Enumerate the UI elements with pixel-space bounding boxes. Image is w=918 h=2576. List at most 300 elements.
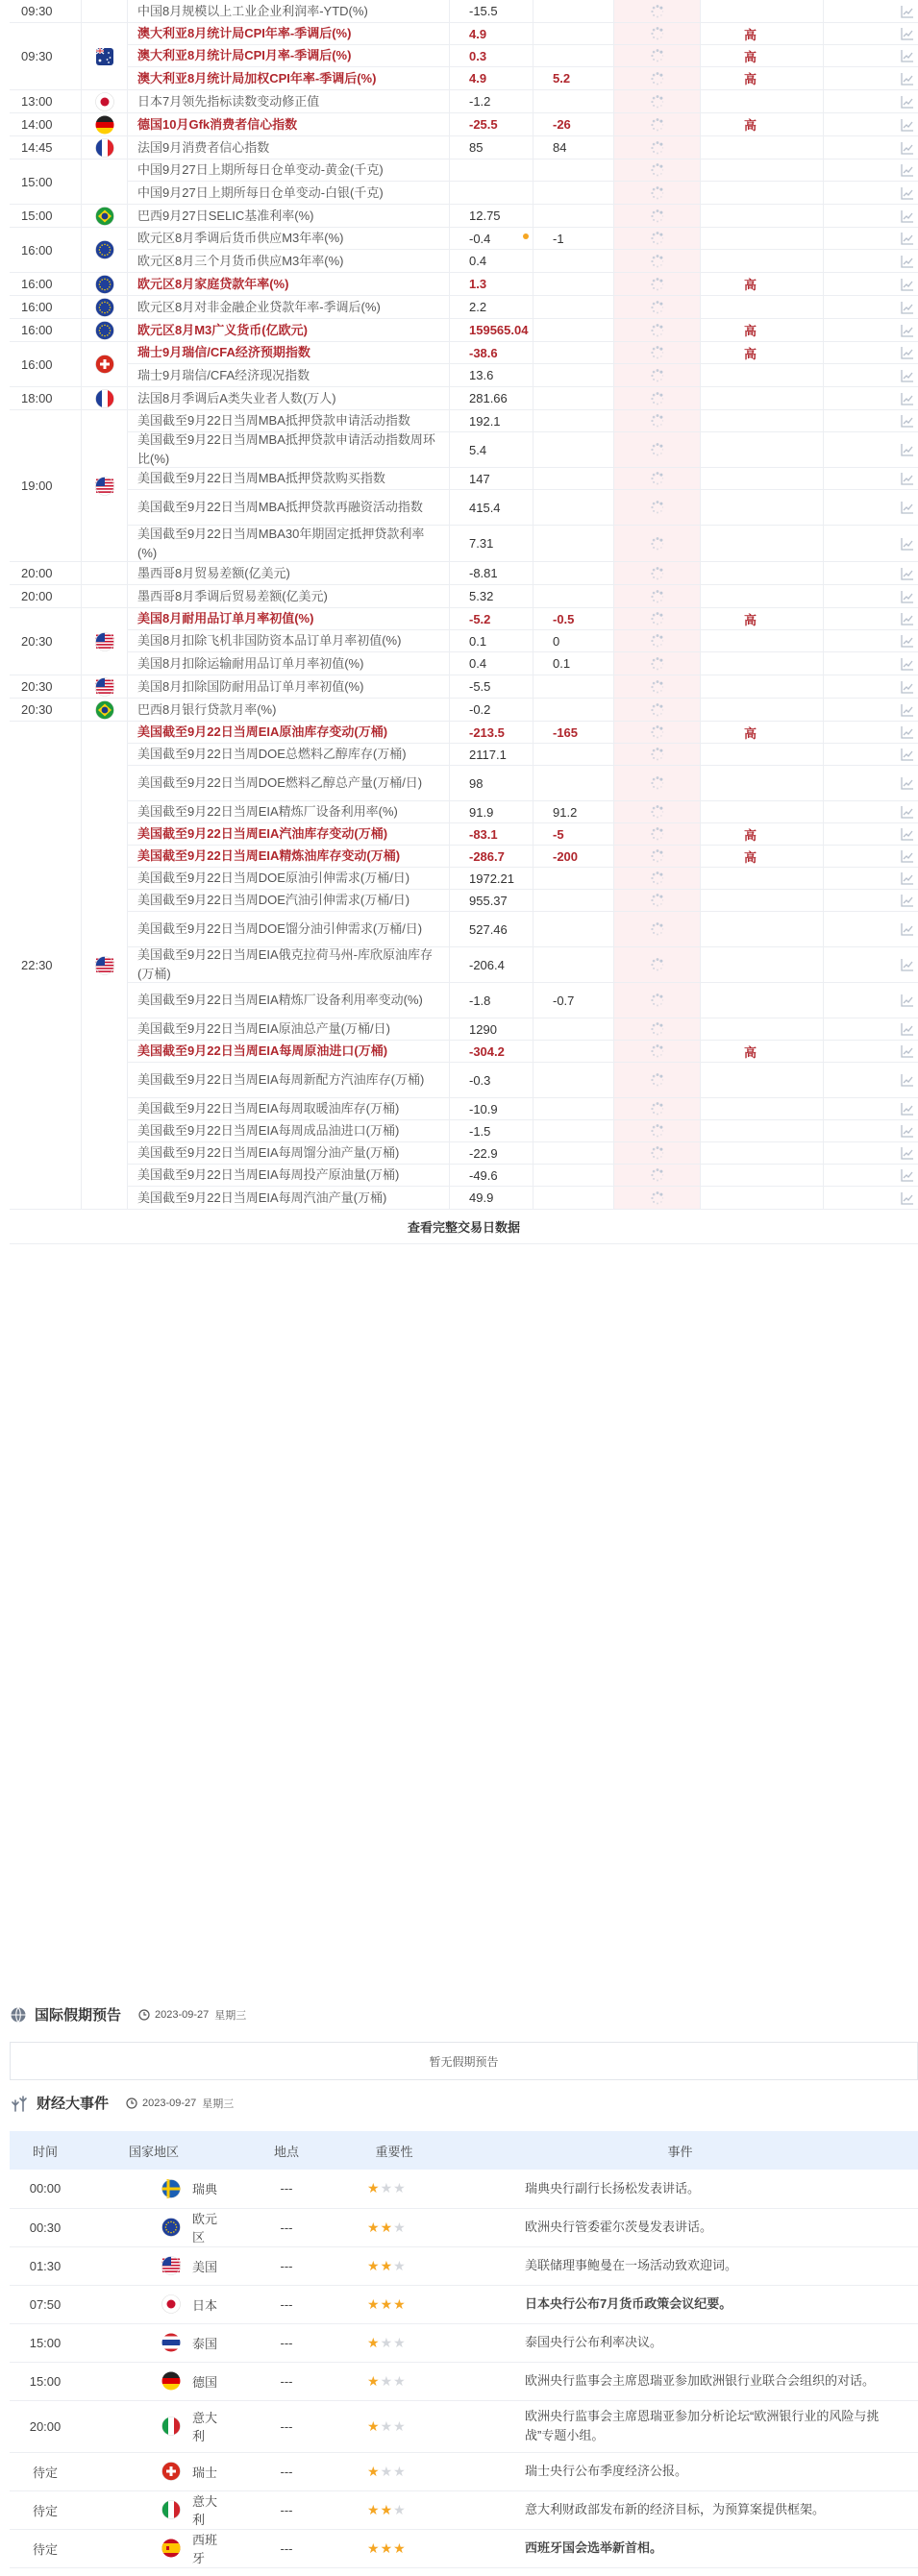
indicator-row[interactable] bbox=[128, 562, 918, 584]
chart-icon[interactable] bbox=[901, 163, 914, 177]
indicator-name[interactable]: 墨西哥8月季调后贸易差额(亿美元) bbox=[128, 585, 450, 607]
indicator-chart[interactable] bbox=[824, 468, 918, 489]
chart-icon[interactable] bbox=[901, 1044, 914, 1058]
country-flag bbox=[82, 562, 128, 584]
indicator-chart[interactable] bbox=[824, 205, 918, 227]
indicator-chart[interactable] bbox=[824, 250, 918, 272]
loading-spinner-icon bbox=[650, 871, 665, 886]
chart-icon[interactable] bbox=[901, 590, 914, 603]
flag-us-icon bbox=[95, 632, 114, 651]
indicator-row[interactable] bbox=[128, 468, 918, 490]
indicator-row[interactable] bbox=[128, 585, 918, 607]
importance-star-icon: ★ bbox=[367, 2257, 380, 2273]
indicator-row[interactable] bbox=[128, 868, 918, 890]
event-row[interactable] bbox=[10, 2529, 918, 2567]
indicator-row[interactable] bbox=[128, 182, 918, 204]
indicator-name[interactable]: 澳大利亚8月统计局CPI月率-季调后(%) bbox=[128, 45, 450, 66]
indicator-name[interactable]: 美国截至9月22日当周EIA俄克拉荷马州-库欣原油库存(万桶) bbox=[128, 947, 450, 982]
indicator-actual bbox=[614, 585, 701, 607]
indicator-forecast: -1 bbox=[533, 228, 614, 249]
chart-icon[interactable] bbox=[901, 118, 914, 132]
chart-icon[interactable] bbox=[901, 657, 914, 671]
importance-label bbox=[701, 1165, 824, 1186]
indicator-name[interactable]: 美国截至9月22日当周EIA精炼厂设备利用率变动(%) bbox=[128, 983, 450, 1018]
indicator-chart[interactable] bbox=[824, 159, 918, 181]
indicator-row[interactable] bbox=[128, 0, 918, 22]
indicator-row[interactable] bbox=[128, 1063, 918, 1098]
chart-icon[interactable] bbox=[901, 95, 914, 109]
indicator-chart[interactable] bbox=[824, 1165, 918, 1186]
indicator-list bbox=[128, 90, 918, 112]
chart-icon[interactable] bbox=[901, 301, 914, 314]
chart-icon[interactable] bbox=[901, 680, 914, 694]
indicator-chart[interactable] bbox=[824, 67, 918, 89]
indicator-row[interactable] bbox=[128, 912, 918, 947]
indicator-name[interactable]: 美国截至9月22日当周EIA精炼厂设备利用率(%) bbox=[128, 801, 450, 822]
indicator-row[interactable] bbox=[128, 23, 918, 45]
indicator-actual bbox=[614, 1041, 701, 1062]
indicator-forecast bbox=[533, 45, 614, 66]
event-description: 欧洲央行监事会主席恩瑞亚参加分析论坛“欧洲银行业的风险与挑战”专题小组。 bbox=[442, 2400, 918, 2452]
chart-icon[interactable] bbox=[901, 141, 914, 155]
event-place: --- bbox=[227, 2246, 346, 2285]
indicator-name[interactable]: 中国9月27日上期所每日仓单变动-黄金(千克) bbox=[128, 159, 450, 181]
chart-icon[interactable] bbox=[901, 72, 914, 86]
country-name: 意大利 bbox=[192, 2494, 218, 2527]
indicator-name[interactable]: 欧元区8月三个月货币供应M3年率(%) bbox=[128, 250, 450, 272]
chart-icon[interactable] bbox=[901, 1073, 914, 1087]
chart-icon[interactable] bbox=[901, 827, 914, 841]
chart-icon[interactable] bbox=[901, 703, 914, 717]
release-time: 20:30 bbox=[10, 608, 82, 675]
indicator-row[interactable] bbox=[128, 273, 918, 295]
event-place: --- bbox=[227, 2400, 346, 2452]
indicator-name[interactable]: 美国截至9月22日当周MBA抵押贷款申请活动指数周环比(%) bbox=[128, 432, 450, 467]
previous-value: 4.9 bbox=[469, 26, 487, 41]
indicator-chart[interactable] bbox=[824, 273, 918, 295]
chart-icon[interactable] bbox=[901, 612, 914, 626]
indicator-name[interactable]: 美国8月扣除运输耐用品订单月率初值(%) bbox=[128, 652, 450, 675]
flag-us-icon bbox=[95, 956, 114, 975]
indicator-chart[interactable] bbox=[824, 983, 918, 1018]
indicator-name[interactable]: 法国9月消费者信心指数 bbox=[128, 136, 450, 159]
release-time: 20:30 bbox=[10, 699, 82, 721]
indicator-chart[interactable] bbox=[824, 823, 918, 845]
chart-icon[interactable] bbox=[901, 805, 914, 819]
release-time: 15:00 bbox=[10, 205, 82, 227]
indicator-row[interactable] bbox=[128, 1187, 918, 1209]
event-row[interactable] bbox=[10, 2285, 918, 2323]
indicator-name[interactable]: 德国10月Gfk消费者信心指数 bbox=[128, 113, 450, 135]
importance-label bbox=[701, 228, 824, 249]
chart-icon[interactable] bbox=[901, 324, 914, 337]
indicator-row[interactable] bbox=[128, 364, 918, 386]
chart-icon[interactable] bbox=[901, 1124, 914, 1138]
indicator-name[interactable]: 美国截至9月22日当周DOE总燃料乙醇库存(万桶) bbox=[128, 744, 450, 765]
indicator-name[interactable]: 美国截至9月22日当周EIA精炼油库存变动(万桶) bbox=[128, 846, 450, 867]
indicator-row[interactable] bbox=[128, 744, 918, 766]
indicator-chart[interactable] bbox=[824, 766, 918, 800]
indicator-chart[interactable] bbox=[824, 319, 918, 341]
indicator-name[interactable]: 美国截至9月22日当周DOE原油引伸需求(万桶/日) bbox=[128, 868, 450, 889]
indicator-name[interactable]: 美国截至9月22日当周EIA每周原油进口(万桶) bbox=[128, 1041, 450, 1062]
indicator-name[interactable]: 瑞士9月瑞信/CFA经济现况指数 bbox=[128, 364, 450, 386]
event-row[interactable] bbox=[10, 2490, 918, 2529]
indicator-list bbox=[128, 228, 918, 272]
indicator-name[interactable]: 美国8月扣除国防耐用品订单月率初值(%) bbox=[128, 675, 450, 698]
indicator-name[interactable]: 巴西9月27日SELIC基准利率(%) bbox=[128, 205, 450, 227]
chart-icon[interactable] bbox=[901, 49, 914, 62]
chart-icon[interactable] bbox=[901, 369, 914, 382]
previous-value: -1.8 bbox=[469, 993, 491, 1008]
indicator-forecast: -26 bbox=[533, 113, 614, 135]
chart-icon[interactable] bbox=[901, 537, 914, 551]
chart-icon[interactable] bbox=[901, 1146, 914, 1160]
indicator-forecast bbox=[533, 342, 614, 363]
indicator-chart[interactable] bbox=[824, 113, 918, 135]
country-flag bbox=[82, 675, 128, 698]
indicator-chart[interactable] bbox=[824, 432, 918, 467]
indicator-chart[interactable] bbox=[824, 342, 918, 363]
indicator-row[interactable] bbox=[128, 45, 918, 67]
indicator-name[interactable]: 美国截至9月22日当周MBA抵押贷款购买指数 bbox=[128, 468, 450, 489]
indicator-name[interactable]: 瑞士9月瑞信/CFA经济预期指数 bbox=[128, 342, 450, 363]
indicator-name[interactable]: 美国截至9月22日当周EIA每周成品油进口(万桶) bbox=[128, 1120, 450, 1141]
indicator-row[interactable] bbox=[128, 699, 918, 721]
economic-calendar-table bbox=[10, 0, 918, 1244]
indicator-name[interactable]: 美国截至9月22日当周MBA30年期固定抵押贷款利率(%) bbox=[128, 526, 450, 561]
chart-icon[interactable] bbox=[901, 567, 914, 580]
event-importance bbox=[346, 2246, 442, 2285]
chart-icon[interactable] bbox=[901, 392, 914, 405]
indicator-row[interactable] bbox=[128, 823, 918, 846]
indicator-name[interactable]: 美国截至9月22日当周EIA每周汽油产量(万桶) bbox=[128, 1187, 450, 1209]
indicator-row[interactable] bbox=[128, 1165, 918, 1187]
indicator-actual bbox=[614, 675, 701, 698]
event-row[interactable] bbox=[10, 2208, 918, 2246]
country-name: 日本 bbox=[192, 2297, 218, 2313]
indicator-forecast bbox=[533, 1018, 614, 1040]
indicator-actual bbox=[614, 766, 701, 800]
indicator-row[interactable] bbox=[128, 1098, 918, 1120]
indicator-actual bbox=[614, 823, 701, 845]
loading-spinner-icon bbox=[650, 231, 665, 246]
indicator-row[interactable] bbox=[128, 526, 918, 561]
indicator-chart[interactable] bbox=[824, 722, 918, 743]
indicator-row[interactable] bbox=[128, 410, 918, 432]
flag-eu-icon bbox=[95, 321, 114, 340]
release-time: 14:00 bbox=[10, 113, 82, 135]
indicator-chart[interactable] bbox=[824, 90, 918, 112]
indicator-chart[interactable] bbox=[824, 45, 918, 66]
chart-icon[interactable] bbox=[901, 922, 914, 936]
indicator-row[interactable] bbox=[128, 205, 918, 227]
indicator-chart[interactable] bbox=[824, 1098, 918, 1119]
chart-icon[interactable] bbox=[901, 958, 914, 971]
indicator-name[interactable]: 欧元区8月对非金融企业贷款年率-季调后(%) bbox=[128, 296, 450, 318]
indicator-row[interactable] bbox=[128, 387, 918, 409]
indicator-row[interactable] bbox=[128, 983, 918, 1018]
indicator-chart[interactable] bbox=[824, 364, 918, 386]
indicator-chart[interactable] bbox=[824, 526, 918, 561]
indicator-name[interactable]: 美国截至9月22日当周EIA每周馏分油产量(万桶) bbox=[128, 1142, 450, 1164]
indicator-name[interactable]: 欧元区8月季调后货币供应M3年率(%) bbox=[128, 228, 450, 249]
indicator-row[interactable] bbox=[128, 890, 918, 912]
indicator-row[interactable] bbox=[128, 136, 918, 159]
indicator-chart[interactable] bbox=[824, 23, 918, 44]
calendar-group bbox=[10, 342, 918, 387]
indicator-row[interactable] bbox=[128, 630, 918, 652]
importance-label bbox=[701, 490, 824, 525]
indicator-name[interactable]: 美国截至9月22日当周DOE汽油引伸需求(万桶/日) bbox=[128, 890, 450, 911]
col-place: 地点 bbox=[227, 2131, 346, 2170]
indicator-chart[interactable] bbox=[824, 228, 918, 249]
indicator-name[interactable]: 澳大利亚8月统计局CPI年率-季调后(%) bbox=[128, 23, 450, 44]
indicator-row[interactable] bbox=[128, 801, 918, 823]
indicator-name[interactable]: 中国9月27日上期所每日仓单变动-白银(千克) bbox=[128, 182, 450, 204]
indicator-name[interactable]: 巴西8月银行贷款月率(%) bbox=[128, 699, 450, 721]
indicator-chart[interactable] bbox=[824, 890, 918, 911]
indicator-chart[interactable] bbox=[824, 801, 918, 822]
importance-star-icon: ★ bbox=[367, 2180, 380, 2196]
indicator-chart[interactable] bbox=[824, 846, 918, 867]
chart-icon[interactable] bbox=[901, 414, 914, 428]
chart-icon[interactable] bbox=[901, 894, 914, 907]
importance-label bbox=[701, 1098, 824, 1119]
previous-value: -213.5 bbox=[469, 724, 505, 740]
event-time: 00:30 bbox=[10, 2208, 81, 2246]
indicator-row[interactable] bbox=[128, 159, 918, 182]
country-name: 西班牙 bbox=[192, 2533, 218, 2565]
country-flag bbox=[82, 0, 128, 22]
calendar-group bbox=[10, 585, 918, 608]
event-place: --- bbox=[227, 2285, 346, 2323]
release-time: 16:00 bbox=[10, 228, 82, 272]
indicator-row[interactable] bbox=[128, 1120, 918, 1142]
chart-icon[interactable] bbox=[901, 871, 914, 885]
previous-value: 91.9 bbox=[469, 804, 494, 820]
indicator-row[interactable] bbox=[128, 652, 918, 675]
indicator-row[interactable] bbox=[128, 90, 918, 112]
country-name: 意大利 bbox=[192, 2411, 218, 2443]
event-place: --- bbox=[227, 2452, 346, 2490]
flag-eu-icon bbox=[95, 298, 114, 317]
indicator-name[interactable]: 欧元区8月家庭贷款年率(%) bbox=[128, 273, 450, 295]
indicator-actual bbox=[614, 526, 701, 561]
indicator-name[interactable]: 美国截至9月22日当周DOE馏分油引伸需求(万桶/日) bbox=[128, 912, 450, 946]
importance-label bbox=[701, 630, 824, 651]
chart-icon[interactable] bbox=[901, 27, 914, 40]
importance-stars bbox=[367, 2465, 406, 2478]
indicator-list bbox=[128, 410, 918, 561]
indicator-previous bbox=[450, 0, 533, 22]
chart-icon[interactable] bbox=[901, 209, 914, 223]
importance-label bbox=[701, 868, 824, 889]
indicator-name[interactable]: 美国截至9月22日当周MBA抵押贷款再融资活动指数 bbox=[128, 490, 450, 525]
importance-label bbox=[701, 159, 824, 181]
importance-label bbox=[701, 387, 824, 409]
indicator-actual bbox=[614, 182, 701, 204]
importance-star-icon: ★ bbox=[380, 2417, 393, 2434]
indicator-chart[interactable] bbox=[824, 868, 918, 889]
indicator-name[interactable]: 美国截至9月22日当周EIA每周新配方汽油库存(万桶) bbox=[128, 1063, 450, 1097]
indicator-chart[interactable] bbox=[824, 608, 918, 629]
chart-icon[interactable] bbox=[901, 1022, 914, 1036]
chart-icon[interactable] bbox=[901, 634, 914, 648]
release-time: 22:30 bbox=[10, 722, 82, 1209]
indicator-row[interactable] bbox=[128, 1018, 918, 1041]
importance-star-icon: ★ bbox=[393, 2295, 406, 2312]
indicator-name[interactable]: 美国8月扣除飞机非国防资本品订单月率初值(%) bbox=[128, 630, 450, 651]
indicator-name[interactable]: 美国8月耐用品订单月率初值(%) bbox=[128, 608, 450, 629]
loading-spinner-icon bbox=[650, 391, 665, 406]
indicator-chart[interactable] bbox=[824, 1063, 918, 1097]
indicator-chart[interactable] bbox=[824, 490, 918, 525]
indicator-chart[interactable] bbox=[824, 699, 918, 721]
indicator-name[interactable]: 美国截至9月22日当周EIA汽油库存变动(万桶) bbox=[128, 823, 450, 845]
chart-icon[interactable] bbox=[901, 232, 914, 245]
indicator-row[interactable] bbox=[128, 228, 918, 250]
indicator-chart[interactable] bbox=[824, 182, 918, 204]
event-place: --- bbox=[227, 2362, 346, 2400]
indicator-row[interactable] bbox=[128, 113, 918, 135]
indicator-chart[interactable] bbox=[824, 136, 918, 159]
importance-label bbox=[701, 983, 824, 1018]
event-row[interactable] bbox=[10, 2246, 918, 2285]
indicator-row[interactable] bbox=[128, 846, 918, 868]
flag-eu-icon bbox=[95, 275, 114, 294]
indicator-name[interactable]: 澳大利亚8月统计局加权CPI年率-季调后(%) bbox=[128, 67, 450, 89]
indicator-chart[interactable] bbox=[824, 387, 918, 409]
indicator-row[interactable] bbox=[128, 608, 918, 630]
indicator-chart[interactable] bbox=[824, 652, 918, 675]
indicator-chart[interactable] bbox=[824, 947, 918, 982]
indicator-chart[interactable] bbox=[824, 562, 918, 584]
indicator-row[interactable] bbox=[128, 342, 918, 364]
chart-icon[interactable] bbox=[901, 1191, 914, 1205]
event-row[interactable] bbox=[10, 2400, 918, 2452]
indicator-row[interactable] bbox=[128, 296, 918, 318]
indicator-previous bbox=[450, 1187, 533, 1209]
indicator-row[interactable] bbox=[128, 1041, 918, 1063]
indicator-row[interactable] bbox=[128, 766, 918, 801]
indicator-previous bbox=[450, 1063, 533, 1097]
release-time: 20:00 bbox=[10, 562, 82, 584]
chart-icon[interactable] bbox=[901, 501, 914, 514]
chart-icon[interactable] bbox=[901, 776, 914, 790]
chart-icon[interactable] bbox=[901, 1168, 914, 1182]
indicator-name[interactable]: 美国截至9月22日当周EIA原油总产量(万桶/日) bbox=[128, 1018, 450, 1040]
chart-icon[interactable] bbox=[901, 1102, 914, 1116]
indicator-name[interactable]: 欧元区8月M3广义货币(亿欧元) bbox=[128, 319, 450, 341]
flag-de-icon bbox=[95, 115, 114, 135]
calendar-group bbox=[10, 273, 918, 296]
loading-spinner-icon bbox=[650, 804, 665, 820]
indicator-name[interactable]: 美国截至9月22日当周MBA抵押贷款申请活动指数 bbox=[128, 410, 450, 431]
indicator-name[interactable]: 美国截至9月22日当周EIA原油库存变动(万桶) bbox=[128, 722, 450, 743]
indicator-row[interactable] bbox=[128, 67, 918, 89]
chart-icon[interactable] bbox=[901, 186, 914, 200]
event-row[interactable] bbox=[10, 2323, 918, 2362]
chart-icon[interactable] bbox=[901, 443, 914, 456]
indicator-name[interactable]: 美国截至9月22日当周EIA每周取暖油库存(万桶) bbox=[128, 1098, 450, 1119]
events-title: 财经大事件 bbox=[37, 2096, 110, 2112]
indicator-chart[interactable] bbox=[824, 1142, 918, 1164]
indicator-name[interactable]: 美国截至9月22日当周EIA每周投产原油量(万桶) bbox=[128, 1165, 450, 1186]
indicator-chart[interactable] bbox=[824, 1041, 918, 1062]
indicator-forecast bbox=[533, 490, 614, 525]
indicator-chart[interactable] bbox=[824, 744, 918, 765]
previous-value: -5.2 bbox=[469, 611, 491, 626]
importance-label: 高 bbox=[701, 722, 824, 743]
indicator-forecast: 84 bbox=[533, 136, 614, 159]
chart-icon[interactable] bbox=[901, 346, 914, 359]
indicator-name[interactable]: 墨西哥8月贸易差额(亿美元) bbox=[128, 562, 450, 584]
indicator-name[interactable]: 中国8月规模以上工业企业利润率-YTD(%) bbox=[128, 0, 450, 22]
chart-icon[interactable] bbox=[901, 725, 914, 739]
indicator-name[interactable]: 日本7月领先指标读数变动修正值 bbox=[128, 90, 450, 112]
chart-icon[interactable] bbox=[901, 278, 914, 291]
indicator-row[interactable] bbox=[128, 947, 918, 983]
indicator-row[interactable] bbox=[128, 490, 918, 526]
indicator-row[interactable] bbox=[128, 250, 918, 272]
indicator-row[interactable] bbox=[128, 1142, 918, 1165]
importance-star-icon: ★ bbox=[393, 2334, 406, 2350]
indicator-previous bbox=[450, 490, 533, 525]
col-time: 时间 bbox=[10, 2131, 81, 2170]
indicator-chart[interactable] bbox=[824, 1187, 918, 1209]
indicator-previous bbox=[450, 801, 533, 822]
indicator-chart[interactable] bbox=[824, 630, 918, 651]
event-country bbox=[81, 2323, 227, 2362]
view-full-day-link[interactable]: 查看完整交易日数据 bbox=[407, 1220, 520, 1235]
event-row[interactable] bbox=[10, 2170, 918, 2208]
indicator-chart[interactable] bbox=[824, 410, 918, 431]
indicator-previous bbox=[450, 983, 533, 1018]
event-row[interactable] bbox=[10, 2452, 918, 2490]
indicator-name[interactable]: 法国8月季调后A类失业者人数(万人) bbox=[128, 387, 450, 409]
indicator-chart[interactable] bbox=[824, 0, 918, 22]
chart-icon[interactable] bbox=[901, 849, 914, 863]
indicator-row[interactable] bbox=[128, 319, 918, 341]
previous-value: 0.1 bbox=[469, 633, 487, 649]
loading-spinner-icon bbox=[650, 702, 665, 718]
indicator-name[interactable]: 美国截至9月22日当周DOE燃料乙醇总产量(万桶/日) bbox=[128, 766, 450, 800]
event-time: 00:00 bbox=[10, 2170, 81, 2208]
previous-value: 85 bbox=[469, 140, 484, 155]
event-row[interactable] bbox=[10, 2362, 918, 2400]
indicator-chart[interactable] bbox=[824, 296, 918, 318]
indicator-row[interactable] bbox=[128, 432, 918, 468]
event-description: 意大利财政部发布新的经济目标，为预算案提供框架。 bbox=[442, 2490, 918, 2529]
indicator-chart[interactable] bbox=[824, 675, 918, 698]
indicator-forecast bbox=[533, 182, 614, 204]
indicator-row[interactable] bbox=[128, 675, 918, 698]
chart-icon[interactable] bbox=[901, 5, 914, 18]
indicator-chart[interactable] bbox=[824, 1018, 918, 1040]
indicator-row[interactable] bbox=[128, 722, 918, 744]
importance-label bbox=[701, 675, 824, 698]
indicator-chart[interactable] bbox=[824, 912, 918, 946]
chart-icon[interactable] bbox=[901, 472, 914, 485]
importance-label bbox=[701, 1120, 824, 1141]
chart-icon[interactable] bbox=[901, 255, 914, 268]
chart-icon[interactable] bbox=[901, 748, 914, 761]
chart-icon[interactable] bbox=[901, 994, 914, 1007]
indicator-chart[interactable] bbox=[824, 585, 918, 607]
indicator-chart[interactable] bbox=[824, 1120, 918, 1141]
release-time: 15:00 bbox=[10, 159, 82, 204]
